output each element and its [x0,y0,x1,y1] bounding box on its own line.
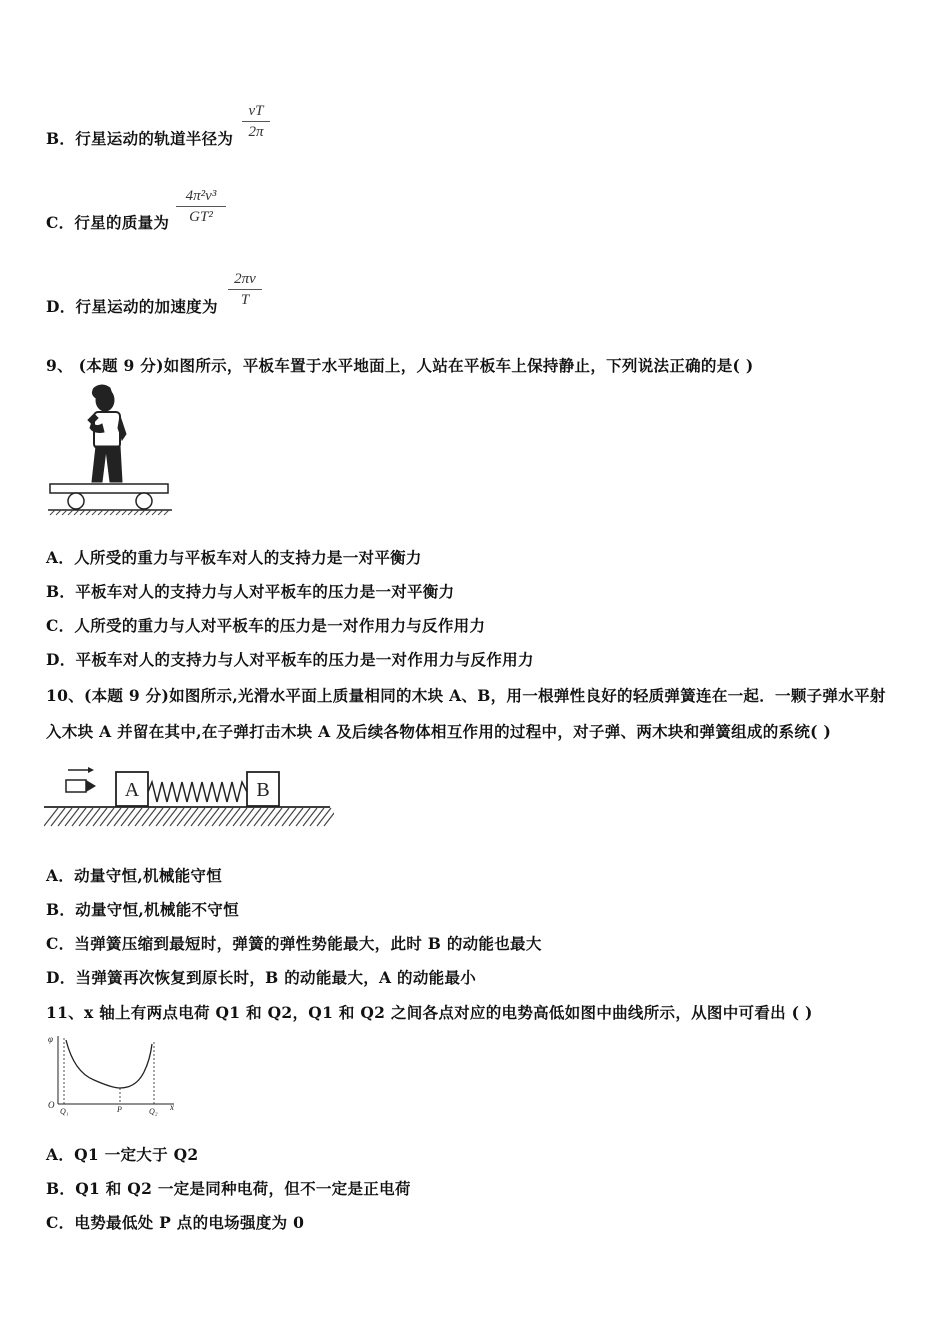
x-axis-label: x [170,1102,174,1112]
fraction-denominator: GT² [189,209,213,225]
q9-stem: 9、 (本题 9 分)如图所示，平板车置于水平地面上，人站在平板车上保持静止，下列说法正确的是( ) [46,356,754,375]
q8-option-c: C．行星的质量为 [46,213,170,232]
q1-label: Q₁ [60,1107,69,1116]
q8-option-b-fraction [242,102,270,141]
q11-stem: 11、x 轴上有两点电荷 Q1 和 Q2，Q1 和 Q2 之间各点对应的电势高低如图中曲线所示，从图中可看出 ( ) [46,1003,813,1022]
q8-option-d-fraction [228,270,262,309]
q9-option-b: B．平板车对人的支持力与人对平板车的压力是一对平衡力 [46,582,455,601]
bullet-spring-blocks-figure [44,764,334,830]
q11-option-b: B．Q1 和 Q2 一定是同种电荷，但不一定是正电荷 [46,1179,411,1198]
phi-axis-label: φ [48,1034,53,1044]
potential-curve-graph [44,1032,184,1118]
q10-stem-line1: 10、(本题 9 分)如图所示,光滑水平面上质量相同的木块 A、B，用一根弹性良好的轻质弹簧连在一起．一颗子弹水平射 [46,686,886,705]
q9-option-a: A．人所受的重力与平板车对人的支持力是一对平衡力 [46,548,422,567]
block-a-label: A [124,779,140,801]
q10-stem-line2: 入木块 A 并留在其中,在子弹打击木块 A 及后续各物体相互作用的过程中，对子弹、两木块和弹簧组成的系统( ) [46,722,832,741]
q2-label: Q₂ [149,1107,158,1116]
q8-option-d: D．行星运动的加速度为 [46,297,218,316]
q8-option-b: B．行星运动的轨道半径为 [46,129,234,148]
q11-option-c: C．电势最低处 P 点的电场强度为 0 [46,1213,305,1232]
q9-option-c: C．人所受的重力与人对平板车的压力是一对作用力与反作用力 [46,616,486,635]
q10-option-d: D．当弹簧再次恢复到原长时，B 的动能最大，A 的动能最小 [46,968,477,987]
p-label: P [117,1105,122,1114]
fraction-denominator: T [240,292,250,308]
fraction-numerator: 2πv [234,271,256,287]
q10-option-c: C．当弹簧压缩到最短时，弹簧的弹性势能最大，此时 B 的动能也最大 [46,934,542,953]
q8-option-c-fraction [176,187,226,226]
fraction-denominator: 2π [248,124,264,140]
q9-option-d: D．平板车对人的支持力与人对平板车的压力是一对作用力与反作用力 [46,650,534,669]
q10-option-a: A．动量守恒,机械能守恒 [46,866,223,885]
q10-option-b: B．动量守恒,机械能不守恒 [46,900,239,919]
fraction-numerator: vT [248,103,264,119]
fraction-numerator: 4π²v³ [185,188,217,204]
block-b-label: B [256,779,270,801]
cart-person-figure [44,384,176,516]
origin-label: O [48,1100,55,1110]
q11-option-a: A．Q1 一定大于 Q2 [46,1145,199,1164]
